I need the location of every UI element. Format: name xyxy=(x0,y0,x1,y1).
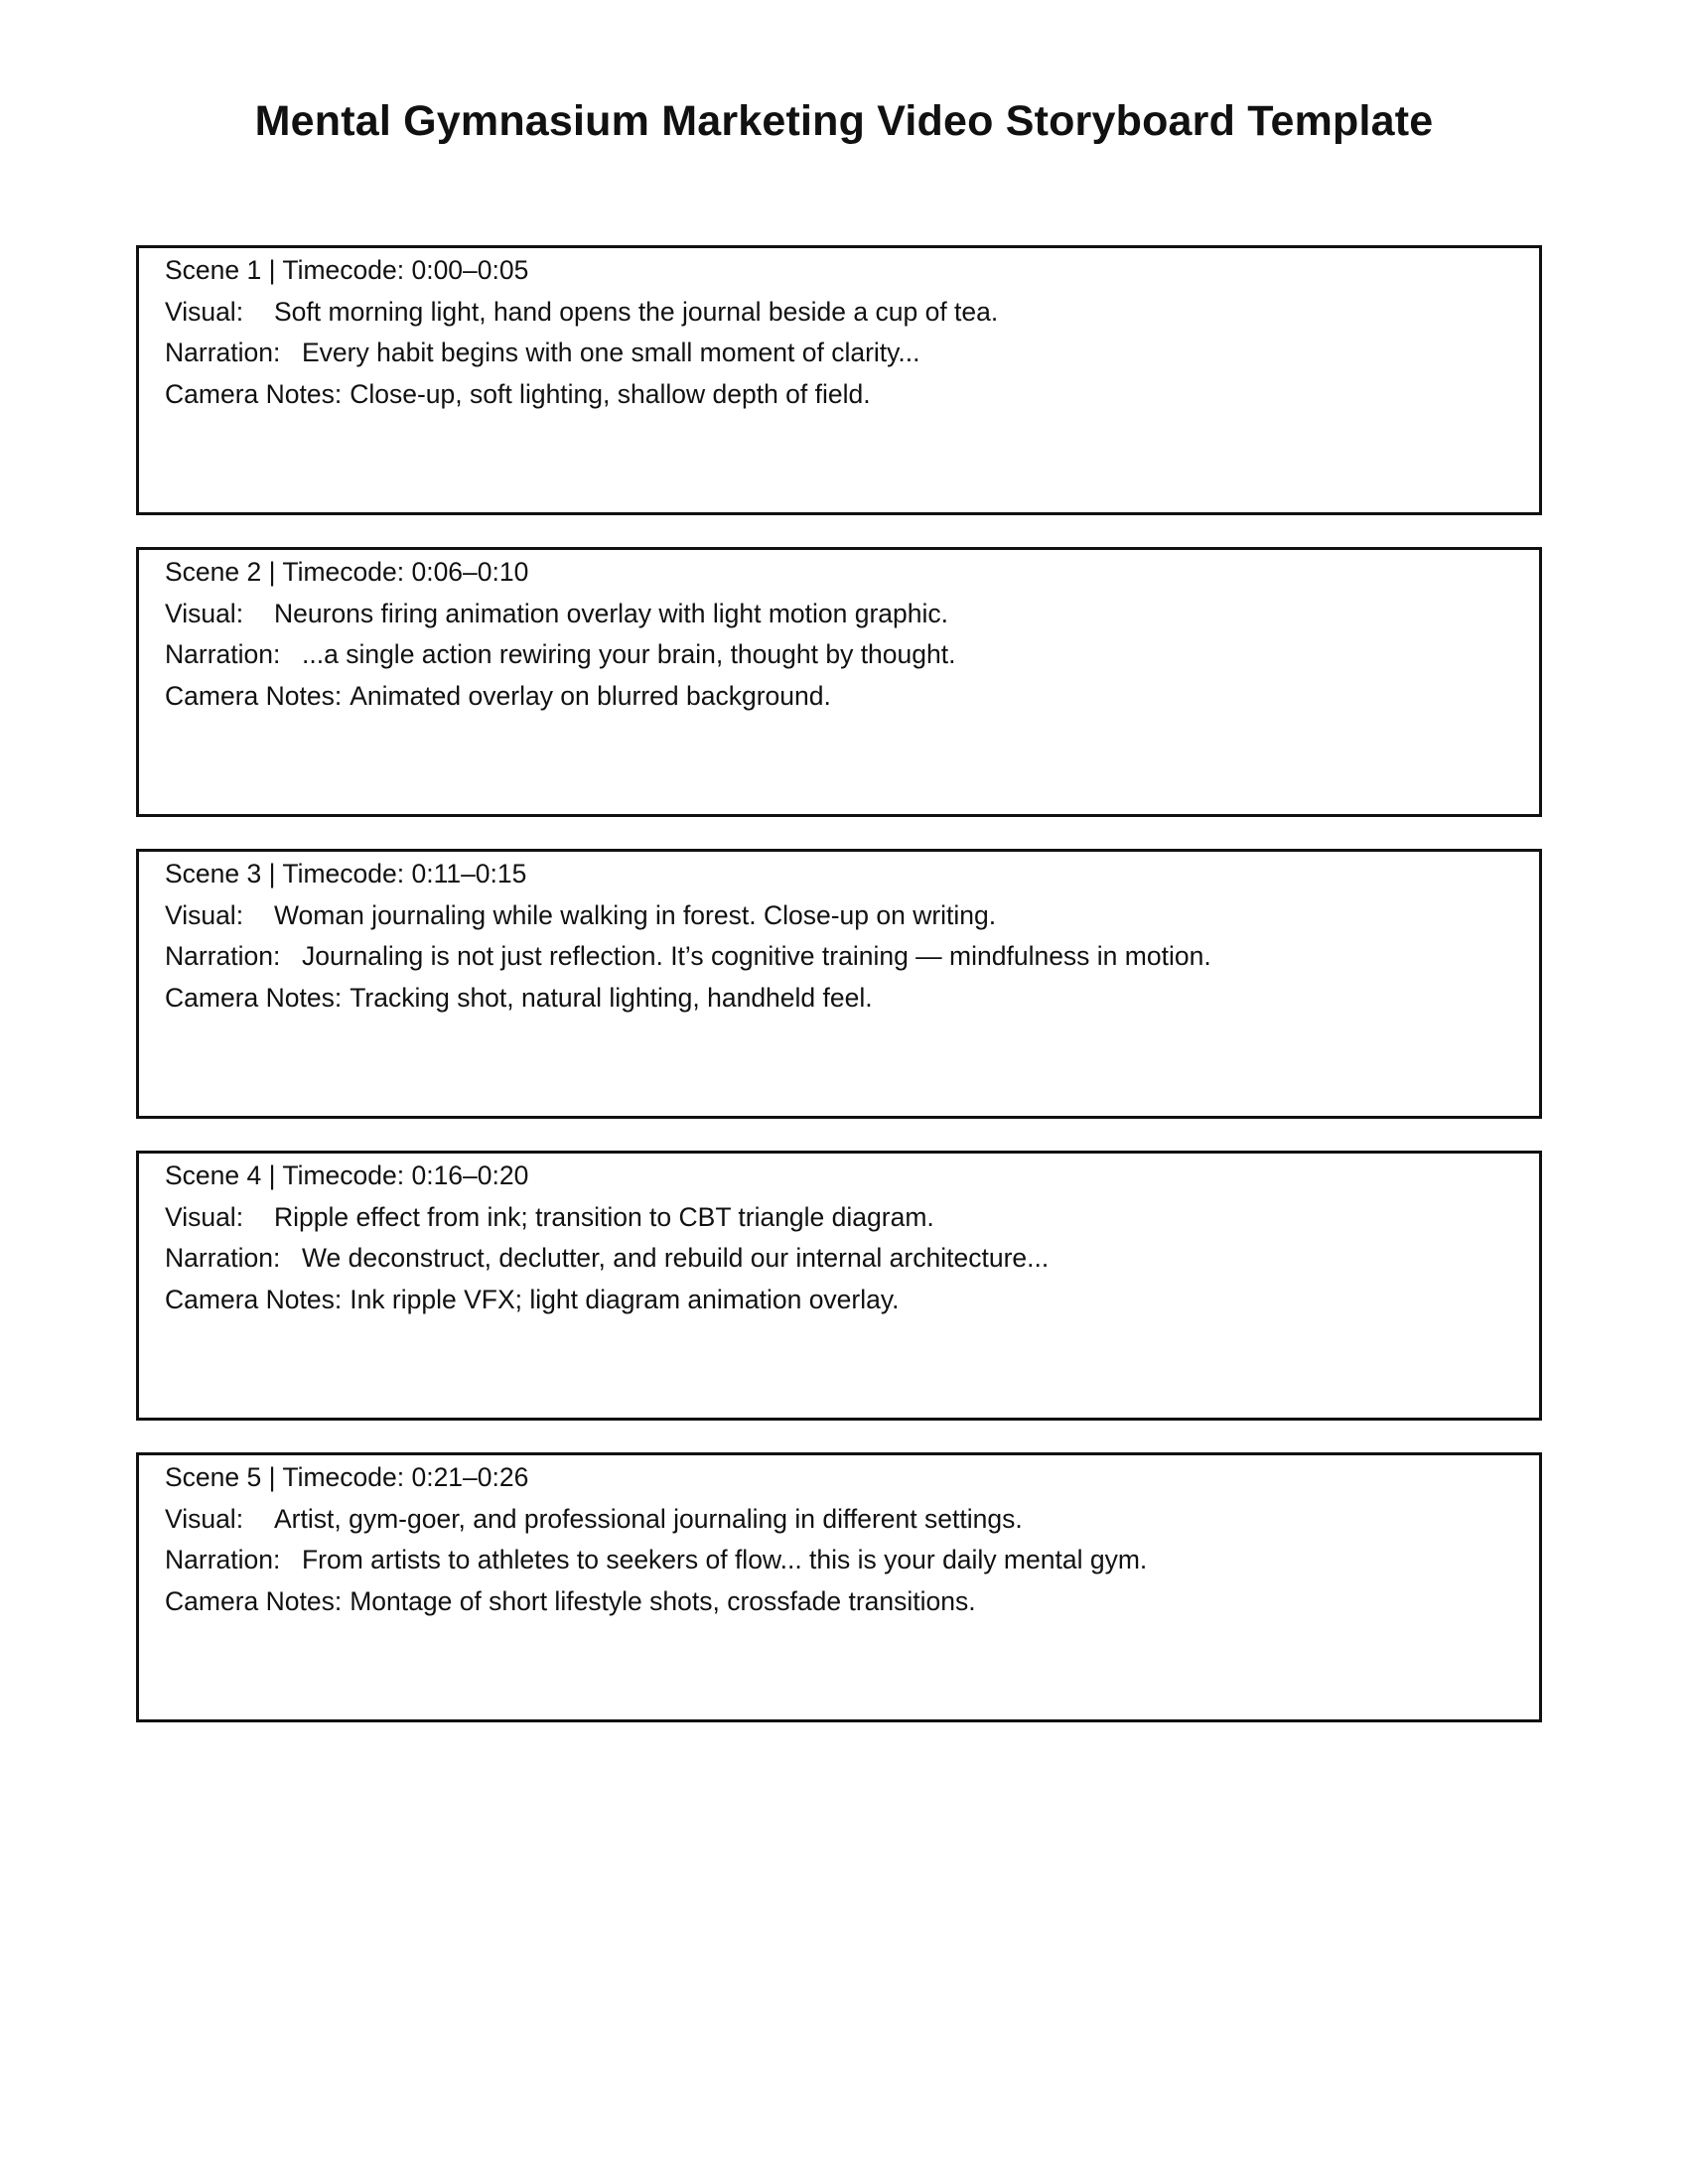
scene-header: Scene 1 | Timecode: 0:00–0:05 xyxy=(165,255,529,285)
camera-notes-label: Camera Notes: xyxy=(165,1284,343,1314)
narration-label: Narration: xyxy=(165,1545,281,1574)
scene-box-4 xyxy=(136,1151,1542,1421)
scene-header: Scene 3 | Timecode: 0:11–0:15 xyxy=(165,859,527,888)
visual-row xyxy=(165,292,1539,334)
camera-notes-text: Animated overlay on blurred background. xyxy=(350,680,831,711)
camera-notes-text: Ink ripple VFX; light diagram animation overlay. xyxy=(350,1284,900,1314)
camera-notes-row xyxy=(165,1581,1539,1623)
scene-box-2 xyxy=(136,547,1542,817)
camera-notes-label: Camera Notes: xyxy=(165,680,343,711)
camera-notes-row xyxy=(165,374,1539,416)
narration-row xyxy=(165,1540,1539,1581)
visual-row xyxy=(165,594,1539,635)
visual-text: Soft morning light, hand opens the journal beside a cup of tea. xyxy=(274,296,999,327)
visual-text: Neurons firing animation overlay with light motion graphic. xyxy=(274,598,949,628)
scene-header: Scene 5 | Timecode: 0:21–0:26 xyxy=(165,1462,529,1492)
narration-text: We deconstruct, declutter, and rebuild our internal architecture... xyxy=(302,1243,1050,1273)
narration-label: Narration: xyxy=(165,941,281,971)
narration-label: Narration: xyxy=(165,1243,281,1273)
visual-row xyxy=(165,1499,1539,1541)
camera-notes-row xyxy=(165,676,1539,718)
narration-label: Narration: xyxy=(165,338,281,367)
scene-box-5 xyxy=(136,1452,1542,1722)
camera-notes-row xyxy=(165,1280,1539,1321)
narration-label: Narration: xyxy=(165,639,281,669)
camera-notes-row xyxy=(165,978,1539,1020)
camera-notes-text: Close-up, soft lighting, shallow depth of field. xyxy=(350,378,871,409)
camera-notes-text: Tracking shot, natural lighting, handheld feel. xyxy=(350,982,873,1013)
camera-notes-label: Camera Notes: xyxy=(165,1585,343,1616)
visual-label: Visual: xyxy=(165,899,244,930)
page-title: Mental Gymnasium Marketing Video Storyboard Template xyxy=(254,97,1434,145)
visual-label: Visual: xyxy=(165,296,244,327)
camera-notes-label: Camera Notes: xyxy=(165,982,343,1013)
camera-notes-text: Montage of short lifestyle shots, crossfade transitions. xyxy=(350,1585,976,1616)
visual-text: Ripple effect from ink; transition to CBT triangle diagram. xyxy=(274,1201,934,1232)
visual-row xyxy=(165,895,1539,937)
visual-text: Woman journaling while walking in forest. Close-up on writing. xyxy=(274,899,997,930)
visual-text: Artist, gym-goer, and professional journaling in different settings. xyxy=(274,1503,1023,1534)
narration-row xyxy=(165,333,1539,374)
narration-text: From artists to athletes to seekers of flow... this is your daily mental gym. xyxy=(302,1545,1148,1574)
scene-box-3 xyxy=(136,849,1542,1119)
narration-row xyxy=(165,936,1539,978)
scene-header: Scene 4 | Timecode: 0:16–0:20 xyxy=(165,1160,529,1190)
narration-text: Journaling is not just reflection. It’s cognitive training — mindfulness in motion. xyxy=(302,941,1211,971)
visual-label: Visual: xyxy=(165,598,244,628)
scene-box-1 xyxy=(136,245,1542,515)
scene-header: Scene 2 | Timecode: 0:06–0:10 xyxy=(165,557,529,587)
visual-label: Visual: xyxy=(165,1201,244,1232)
narration-row xyxy=(165,634,1539,676)
narration-row xyxy=(165,1238,1539,1280)
narration-text: ...a single action rewiring your brain, thought by thought. xyxy=(302,639,956,669)
narration-text: Every habit begins with one small moment of clarity... xyxy=(302,338,920,367)
camera-notes-label: Camera Notes: xyxy=(165,378,343,409)
visual-row xyxy=(165,1197,1539,1239)
visual-label: Visual: xyxy=(165,1503,244,1534)
